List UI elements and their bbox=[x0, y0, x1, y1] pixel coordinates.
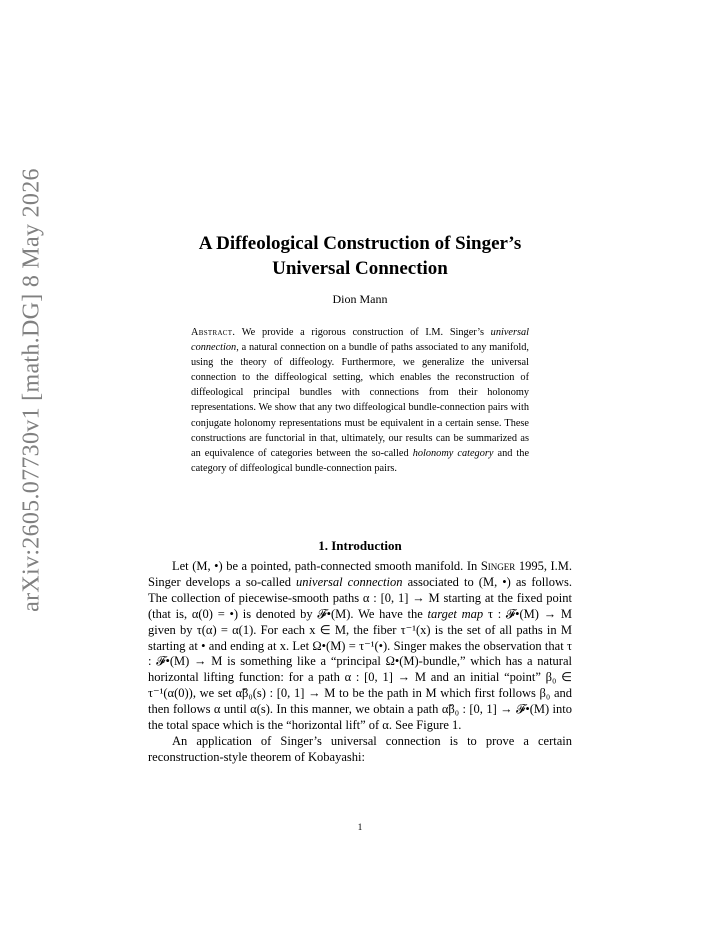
author-name: Dion Mann bbox=[332, 292, 388, 306]
section-heading: 1. Introduction bbox=[318, 538, 402, 553]
abstract-text-3: and the category of diffeological bundle-connection pairs. bbox=[191, 447, 530, 474]
arxiv-identifier: arXiv:2605.07730v1 [math.DG] 8 May 2026 bbox=[18, 168, 45, 612]
arxiv-sidebar bbox=[4, 110, 60, 670]
abstract bbox=[191, 325, 529, 476]
para1-text-2: 1995, I.M. Singer develops a so-called bbox=[148, 559, 573, 589]
para1-emphasis-1: universal connection bbox=[296, 574, 403, 589]
page-number: 1 bbox=[357, 823, 363, 833]
intro-paragraph-1 bbox=[148, 559, 572, 734]
intro-paragraph-2: An application of Singer’s universal connection is to prove a certain reconstruction-style theorem of Kobayashi: bbox=[148, 733, 572, 764]
abstract-label: Abstract. bbox=[191, 327, 236, 338]
title-line-1: A Diffeological Construction of Singer’s bbox=[198, 233, 522, 254]
para1-text-3: associated to (M, •) as follows. The collection of piecewise-smooth paths α : [0, 1] → M starting at the fixed point (that is, α(0) = •) is denoted by 𝓕•(M). We have the bbox=[148, 574, 573, 621]
citation-author[interactable]: Singer bbox=[480, 559, 516, 573]
para1-text-1: Let (M, •) be a pointed, path-connected smooth manifold. In bbox=[172, 559, 478, 573]
para1-emphasis-2: target map bbox=[427, 606, 484, 621]
paper-title bbox=[148, 231, 572, 281]
abstract-text-1: We provide a rigorous construction of I.M. Singer’s bbox=[241, 327, 484, 338]
para1-text-4: τ : 𝓕•(M) → M given by τ(α) = α(1). For each x ∈ M, the fiber τ⁻¹(x) is the set of all paths in M starting at • and ending at x. Let Ω•(M) = τ⁻¹(•). Singer makes the observation that τ : 𝓕•(M) → M is something like a “principal Ω•(M)-bundle,” which has a natural horizontal lifting function: for a path α : [0, 1] → M and an initial “point” β₀ ∈ τ⁻¹(α(0)), we set α̃β₀(s) : [0, 1] → M to be the path in M which first follows β₀ and then follows α until α(s). In this manner, we obtain a path α̃β₀ : [0, 1] → 𝓕•(M) into the total space which is the “horizontal lift” of α. See Figure 1. bbox=[148, 606, 573, 733]
abstract-text-2: , a natural connection on a bundle of paths associated to any manifold, using the theory of diffeology. Furthermore, we generalize the universal connection to the diffeological setting, which enables the reconstruction of diffeological principal bundles with connections from their holonomy representations. We show that any two diffeological bundle-connection pairs with conjugate holonomy representations must be equivalent in a certain sense. These constructions are functorial in that, ultimately, our results can be summarized as an equivalence of categories between the so-called bbox=[191, 342, 529, 459]
abstract-emphasis-2: holonomy category bbox=[412, 447, 494, 459]
intro-body bbox=[148, 559, 572, 766]
title-line-2: Universal Connection bbox=[272, 258, 448, 279]
abstract-emphasis-1: universal connection bbox=[191, 327, 529, 354]
